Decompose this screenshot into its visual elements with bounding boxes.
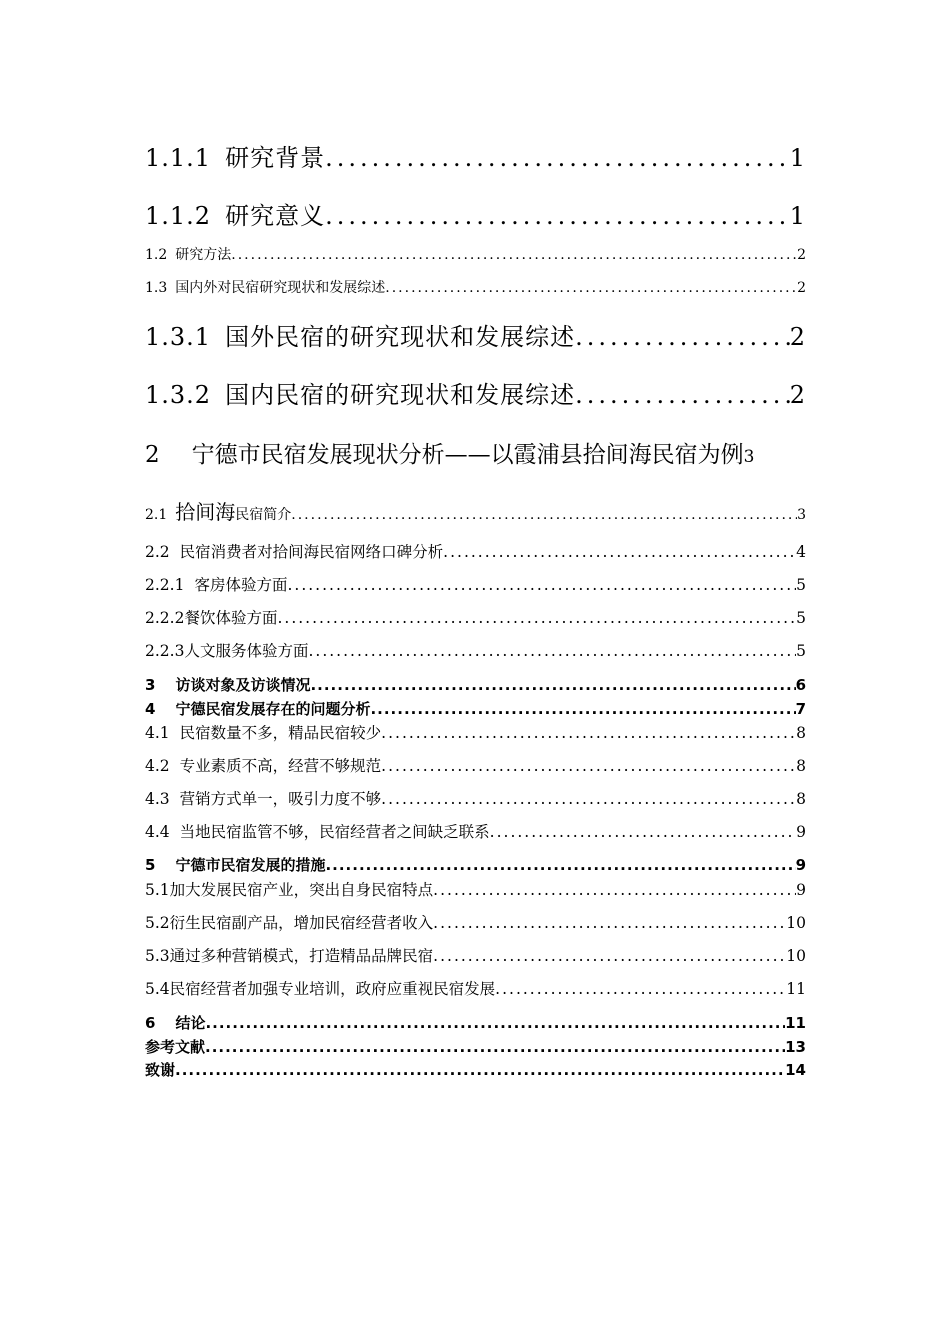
toc-entry-1-2[interactable] xyxy=(145,244,806,264)
toc-entry-references[interactable] xyxy=(145,1036,806,1057)
toc-number: 1.2 xyxy=(145,247,168,263)
toc-entry-4[interactable] xyxy=(145,698,806,719)
toc-leader xyxy=(381,757,796,775)
toc-page: 9 xyxy=(796,881,806,899)
toc-entry-2-1[interactable] xyxy=(145,496,806,525)
toc-title: 民宿简介 xyxy=(235,507,292,523)
toc-leader xyxy=(277,609,796,627)
toc-entry-2[interactable] xyxy=(145,436,806,469)
toc-entry-acknowledgements[interactable] xyxy=(145,1059,806,1080)
toc-page: 13 xyxy=(785,1038,806,1056)
toc-page: 8 xyxy=(796,724,806,742)
toc-page: 10 xyxy=(786,914,806,932)
toc-page: 14 xyxy=(785,1061,806,1079)
toc-number: 4.3 xyxy=(145,790,170,808)
toc-leader xyxy=(325,144,790,172)
toc-number: 4.2 xyxy=(145,757,170,775)
toc-title: 结论 xyxy=(175,1014,206,1032)
toc-leader xyxy=(325,856,795,874)
toc-title: 宁德民宿发展存在的问题分析 xyxy=(175,700,371,718)
toc-entry-2-2-2[interactable] xyxy=(145,606,806,628)
toc-leader xyxy=(443,543,796,561)
toc-leader xyxy=(490,823,796,841)
toc-page: 3 xyxy=(743,447,755,467)
toc-leader xyxy=(575,381,790,409)
toc-entry-5-4[interactable] xyxy=(145,977,806,999)
toc-entry-2-2[interactable] xyxy=(145,540,806,562)
toc-page: 5 xyxy=(796,642,806,660)
toc-title-emphasis: 拾间海 xyxy=(175,500,236,524)
toc-number: 2.2 xyxy=(145,543,170,561)
toc-leader xyxy=(433,881,796,899)
toc-page: 5 xyxy=(796,576,806,594)
toc-entry-2-2-3[interactable] xyxy=(145,639,806,661)
toc-number: 1.3 xyxy=(145,280,168,296)
toc-page: 11 xyxy=(786,980,806,998)
toc-page: 5 xyxy=(796,609,806,627)
toc-entry-1-3-1[interactable] xyxy=(145,317,806,352)
toc-title: 国外民宿的研究现状和发展综述 xyxy=(225,323,576,351)
toc-page: 2 xyxy=(789,323,806,351)
toc-title: 民宿经营者加强专业培训，政府应重视民宿发展 xyxy=(169,980,496,998)
toc-number: 1.3.1 xyxy=(145,323,212,351)
toc-entry-4-4[interactable] xyxy=(145,820,806,842)
toc-page: 8 xyxy=(796,790,806,808)
toc-title: 宁德市民宿发展现状分析——以霞浦县拾间海民宿为例 xyxy=(191,442,744,468)
toc-entry-4-3[interactable] xyxy=(145,787,806,809)
toc-entry-2-2-1[interactable] xyxy=(145,573,806,595)
toc-title: 致谢 xyxy=(145,1061,176,1079)
toc-leader xyxy=(325,202,790,230)
toc-title: 营销方式单一，吸引力度不够 xyxy=(179,790,382,808)
toc-title: 民宿消费者对拾间海民宿网络口碑分析 xyxy=(179,543,444,561)
toc-number: 2 xyxy=(145,442,160,468)
toc-leader xyxy=(381,724,796,742)
toc-number: 2.2.1 xyxy=(145,576,185,594)
toc-page: 1 xyxy=(789,144,806,172)
toc-page: 6 xyxy=(795,676,806,694)
toc-number: 1.1.1 xyxy=(145,144,212,172)
toc-entry-1-3[interactable] xyxy=(145,277,806,297)
toc-number: 2.2.3 xyxy=(145,642,185,660)
toc-page: 2 xyxy=(789,381,806,409)
toc-number: 4.4 xyxy=(145,823,170,841)
toc-title: 客房体验方面 xyxy=(194,576,288,594)
toc-leader xyxy=(175,1061,785,1079)
toc-leader xyxy=(287,576,796,594)
toc-number: 4.1 xyxy=(145,724,170,742)
toc-leader xyxy=(381,790,796,808)
toc-entry-5-1[interactable] xyxy=(145,878,806,900)
toc-entry-4-1[interactable] xyxy=(145,721,806,743)
toc-title: 专业素质不高，经营不够规范 xyxy=(179,757,382,775)
toc-page: 8 xyxy=(796,757,806,775)
toc-title: 国内民宿的研究现状和发展综述 xyxy=(225,381,576,409)
toc-title: 研究方法 xyxy=(175,247,232,263)
toc-entry-1-3-2[interactable] xyxy=(145,375,806,410)
toc-page: 9 xyxy=(796,823,806,841)
toc-number: 1.3.2 xyxy=(145,381,212,409)
toc-page: 2 xyxy=(797,280,806,296)
toc-page: 3 xyxy=(797,507,806,523)
toc-title: 研究意义 xyxy=(225,202,326,230)
toc-page: 7 xyxy=(795,700,806,718)
toc-title: 通过多种营销模式，打造精品品牌民宿 xyxy=(169,947,434,965)
toc-leader xyxy=(495,980,786,998)
toc-page: 1 xyxy=(789,202,806,230)
toc-number: 2.1 xyxy=(145,507,168,523)
toc-leader xyxy=(291,507,797,523)
toc-number: 5.4 xyxy=(145,980,170,998)
toc-entry-1-1-2[interactable] xyxy=(145,196,806,231)
toc-number: 5.1 xyxy=(145,881,170,899)
toc-entry-5[interactable] xyxy=(145,854,806,875)
toc-leader xyxy=(205,1038,785,1056)
toc-entry-5-3[interactable] xyxy=(145,944,806,966)
toc-page: 2 xyxy=(797,247,806,263)
toc-title: 访谈对象及访谈情况 xyxy=(175,676,311,694)
toc-page: 9 xyxy=(795,856,806,874)
toc-page: 4 xyxy=(796,543,806,561)
toc-number: 1.1.2 xyxy=(145,202,212,230)
toc-entry-5-2[interactable] xyxy=(145,911,806,933)
toc-leader xyxy=(308,642,796,660)
toc-entry-1-1-1[interactable] xyxy=(145,138,806,173)
toc-leader xyxy=(433,947,786,965)
toc-entry-3[interactable] xyxy=(145,674,806,695)
toc-entry-6[interactable] xyxy=(145,1012,806,1033)
toc-page: 10 xyxy=(786,947,806,965)
toc-number: 5.2 xyxy=(145,914,170,932)
toc-title: 民宿数量不多，精品民宿较少 xyxy=(179,724,382,742)
toc-number: 5.3 xyxy=(145,947,170,965)
toc-number: 4 xyxy=(145,700,156,718)
toc-leader xyxy=(231,247,797,263)
toc-title: 国内外对民宿研究现状和发展综述 xyxy=(175,280,386,296)
toc-title: 人文服务体验方面 xyxy=(184,642,309,660)
toc-entry-4-2[interactable] xyxy=(145,754,806,776)
toc-leader xyxy=(370,700,795,718)
toc-leader xyxy=(205,1014,785,1032)
toc-title: 当地民宿监管不够，民宿经营者之间缺乏联系 xyxy=(179,823,490,841)
toc-number: 6 xyxy=(145,1014,156,1032)
toc-title: 研究背景 xyxy=(225,144,326,172)
toc-number: 5 xyxy=(145,856,156,874)
toc-leader xyxy=(310,676,795,694)
toc-title: 参考文献 xyxy=(145,1038,206,1056)
toc-title: 宁德市民宿发展的措施 xyxy=(175,856,326,874)
toc-number: 3 xyxy=(145,676,156,694)
toc-title: 餐饮体验方面 xyxy=(184,609,278,627)
toc-leader xyxy=(433,914,786,932)
toc-number: 2.2.2 xyxy=(145,609,185,627)
toc-leader xyxy=(385,280,797,296)
toc-page: 11 xyxy=(785,1014,806,1032)
toc-title: 衍生民宿副产品，增加民宿经营者收入 xyxy=(169,914,434,932)
toc-leader xyxy=(575,323,790,351)
toc-title: 加大发展民宿产业，突出自身民宿特点 xyxy=(169,881,434,899)
